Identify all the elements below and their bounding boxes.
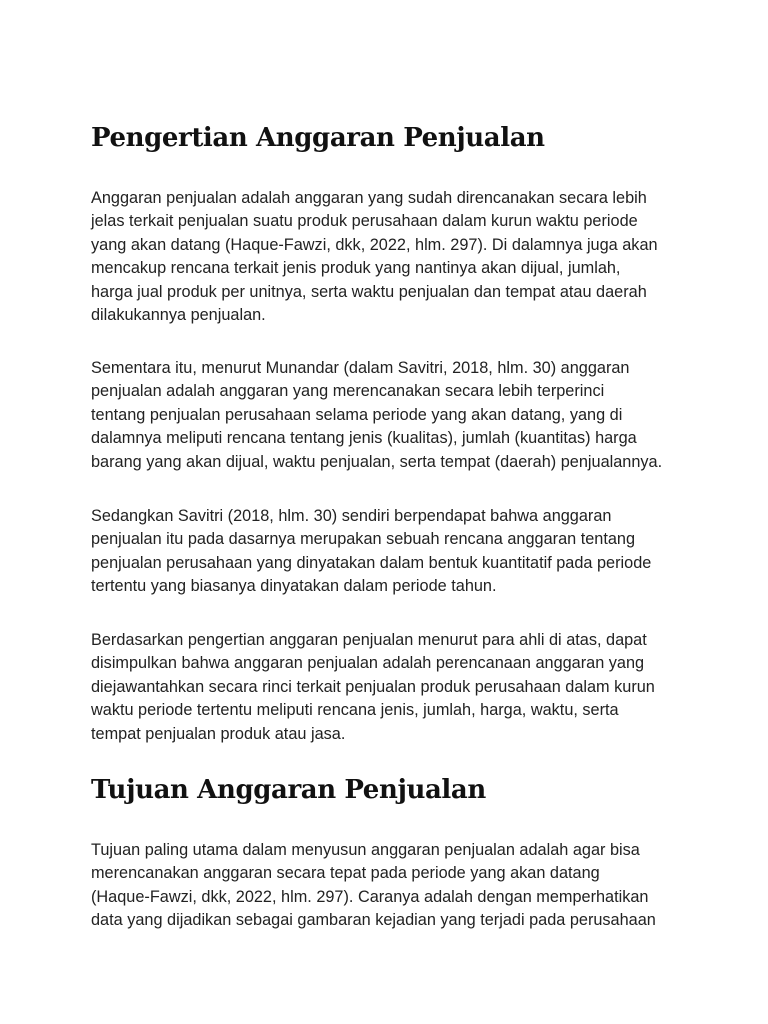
text-line: tertentu yang biasanya dinyatakan dalam periode tahun. — [91, 577, 497, 596]
text-line: (Haque-Fawzi, dkk, 2022, hlm. 297). Caranya adalah dengan memperhatikan — [91, 887, 649, 906]
text-line: penjualan perusahaan yang dinyatakan dalam bentuk kuantitatif pada periode — [91, 553, 652, 572]
text-line: Sementara itu, menurut Munandar (dalam Savitri, 2018, hlm. 30) anggaran — [91, 359, 630, 377]
text-line: Sedangkan Savitri (2018, hlm. 30) sendiri berpendapat bahwa anggaran — [91, 507, 612, 525]
text-line: mencakup rencana terkait jenis produk yang nantinya akan dijual, jumlah, — [91, 259, 621, 278]
section-heading-pengertian: Pengertian Anggaran Penjualan — [91, 123, 545, 153]
text-line: penjualan adalah anggaran yang merencanakan secara lebih terperinci — [91, 382, 605, 401]
paragraph-conclusion — [91, 629, 655, 746]
text-line: Berdasarkan pengertian anggaran penjualan menurut para ahli di atas, dapat — [91, 631, 647, 649]
text-line: yang akan datang (Haque-Fawzi, dkk, 2022, hlm. 297). Di dalamnya juga akan — [91, 235, 658, 254]
text-line: merencanakan anggaran secara tepat pada periode yang akan datang — [91, 864, 600, 883]
text-line: waktu periode tertentu meliputi rencana jenis, jumlah, harga, waktu, serta — [91, 701, 619, 720]
text-line: penjualan itu pada dasarnya merupakan sebuah rencana anggaran tentang — [91, 530, 636, 549]
paragraph-purpose — [91, 839, 656, 933]
text-line: Tujuan paling utama dalam menyusun anggaran penjualan adalah agar bisa — [91, 841, 640, 859]
text-line: diejawantahkan secara rinci terkait penjualan produk perusahaan dalam kurun — [91, 677, 655, 696]
text-line: tempat penjualan produk atau jasa. — [91, 724, 346, 743]
section-heading-tujuan: Tujuan Anggaran Penjualan — [91, 775, 486, 805]
text-line: barang yang akan dijual, waktu penjualan, serta tempat (daerah) penjualannya. — [91, 452, 663, 471]
paragraph-definition — [91, 187, 658, 327]
text-line: disimpulkan bahwa anggaran penjualan adalah perencanaan anggaran yang — [91, 654, 645, 673]
text-line: dalamnya meliputi rencana tentang jenis (kualitas), jumlah (kuantitas) harga — [91, 429, 637, 448]
text-line: tentang penjualan perusahaan selama periode yang akan datang, yang di — [91, 405, 623, 424]
text-line: dilakukannya penjualan. — [91, 306, 266, 325]
text-line: harga jual produk per unitnya, serta waktu penjualan dan tempat atau daerah — [91, 282, 647, 301]
paragraph-munandar — [91, 357, 662, 474]
text-line: jelas terkait penjualan suatu produk perusahaan dalam kurun waktu periode — [91, 212, 638, 231]
text-line: data yang dijadikan sebagai gambaran kejadian yang terjadi pada perusahaan — [91, 911, 656, 930]
paragraph-savitri — [91, 505, 651, 599]
text-line: Anggaran penjualan adalah anggaran yang sudah direncanakan secara lebih — [91, 189, 647, 207]
